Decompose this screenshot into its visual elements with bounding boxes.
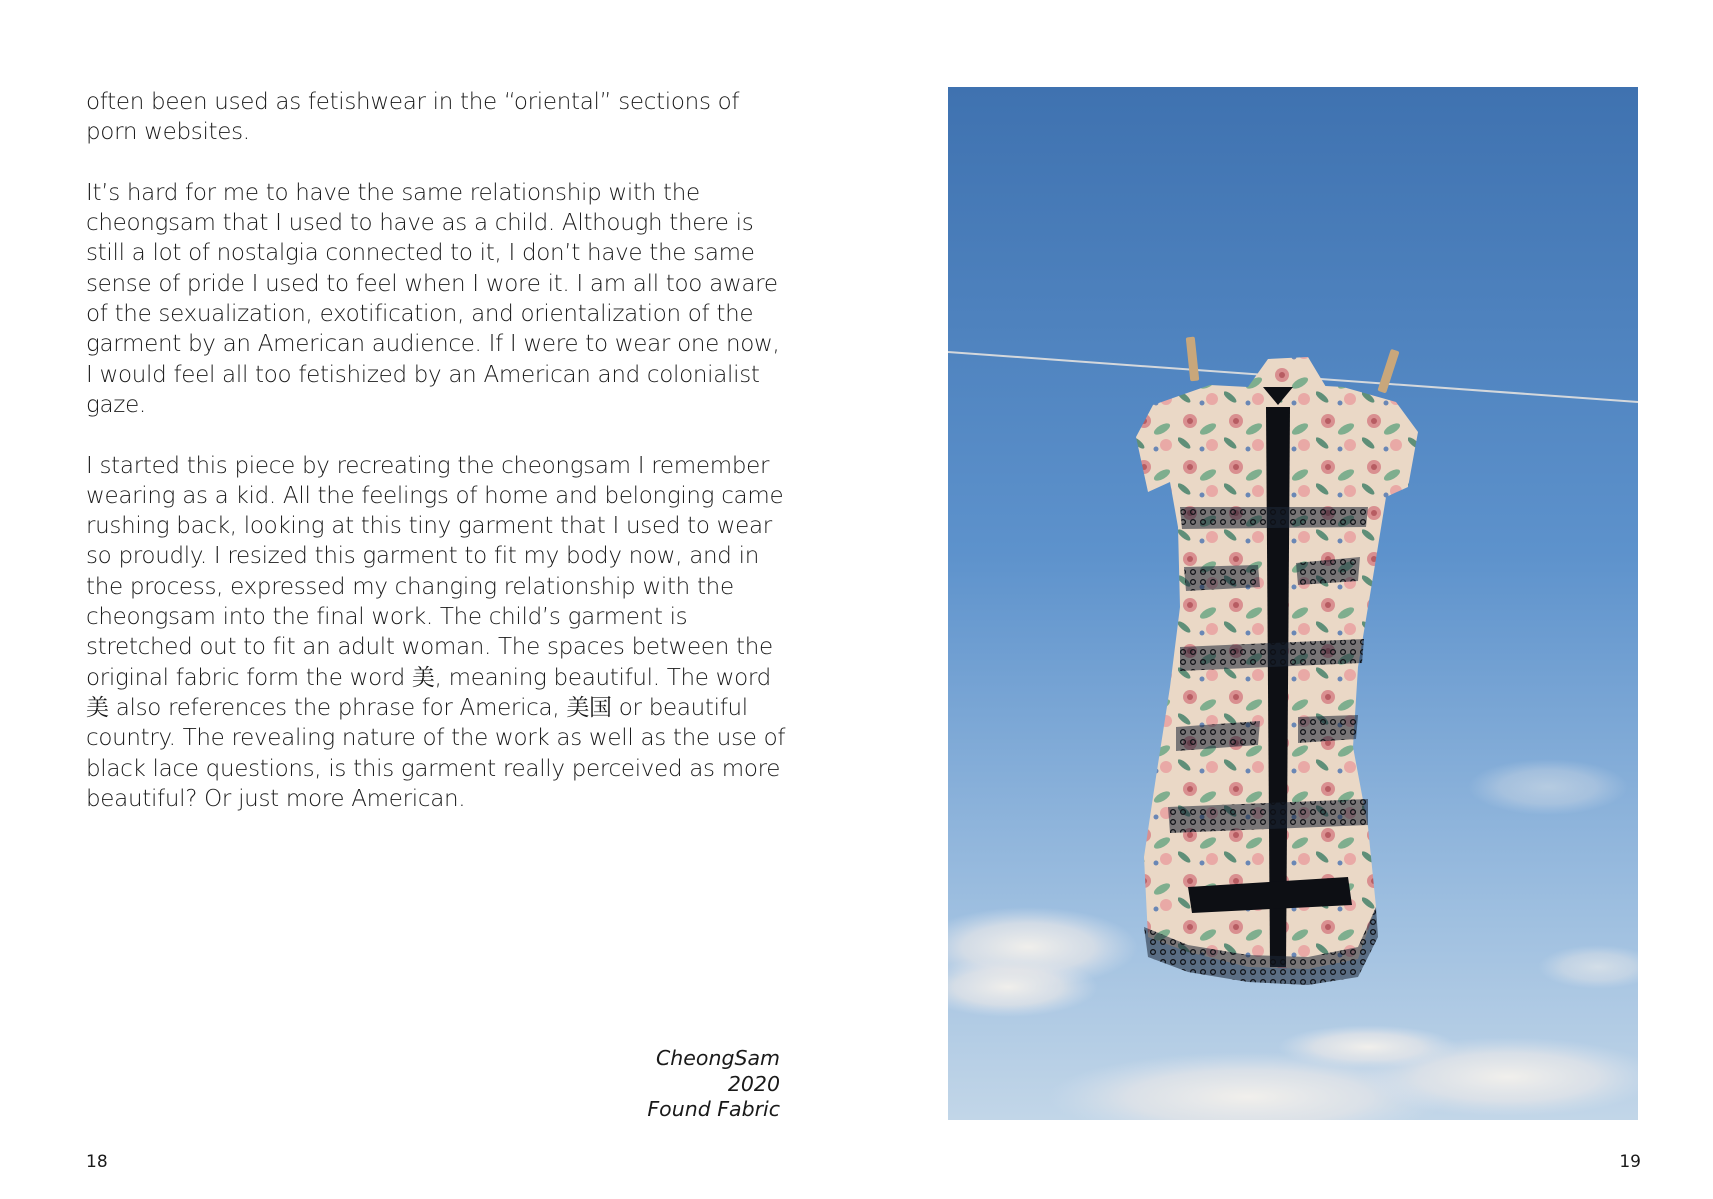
artwork-medium: Found Fabric: [647, 1097, 780, 1121]
page-number-left: 18: [86, 1152, 108, 1172]
artwork-caption: [647, 1046, 780, 1123]
paragraph-2: It’s hard for me to have the same relationship with the cheongsam that I used to have as a child. Although there is still a lot of nostalgia connected to it, I don’t have the same sense of pride I used to feel when I wore it. I am all too aware of the sexualization, exotification, and orientalization of the garment by an American audience. If I were to wear one now, I would feel all too fetishized by an American and colonialist gaze.: [86, 179, 780, 418]
page-number-right: 19: [1619, 1152, 1641, 1172]
paragraph-3: I started this piece by recreating the cheongsam I remember wearing as a kid. All the feelings of home and belonging came rushing back, looking at this tiny garment that I used to wear so proudly. I resized this garment to fit my body now, and in the process, expressed my changing relationship with the cheongsam into the final work. The child’s garment is stretched out to fit an adult woman. The spaces between the original fabric form the word 美, meaning beautiful. The word 美 also references the phrase for America, 美国 or beautiful country. The revealing nature of the work as well as the use of black lace questions, is this garment really perceived as more beautiful? Or just more American.: [86, 452, 786, 812]
artwork-title: CheongSam: [655, 1046, 780, 1070]
right-page: [856, 0, 1713, 1199]
artwork-year: 2020: [727, 1071, 780, 1096]
essay-text: [86, 87, 786, 844]
paragraph-1: often been used as fetishwear in the “oriental” sections of porn websites.: [86, 89, 740, 146]
cheongsam-photo: [948, 87, 1638, 1120]
left-page: [0, 0, 856, 1199]
